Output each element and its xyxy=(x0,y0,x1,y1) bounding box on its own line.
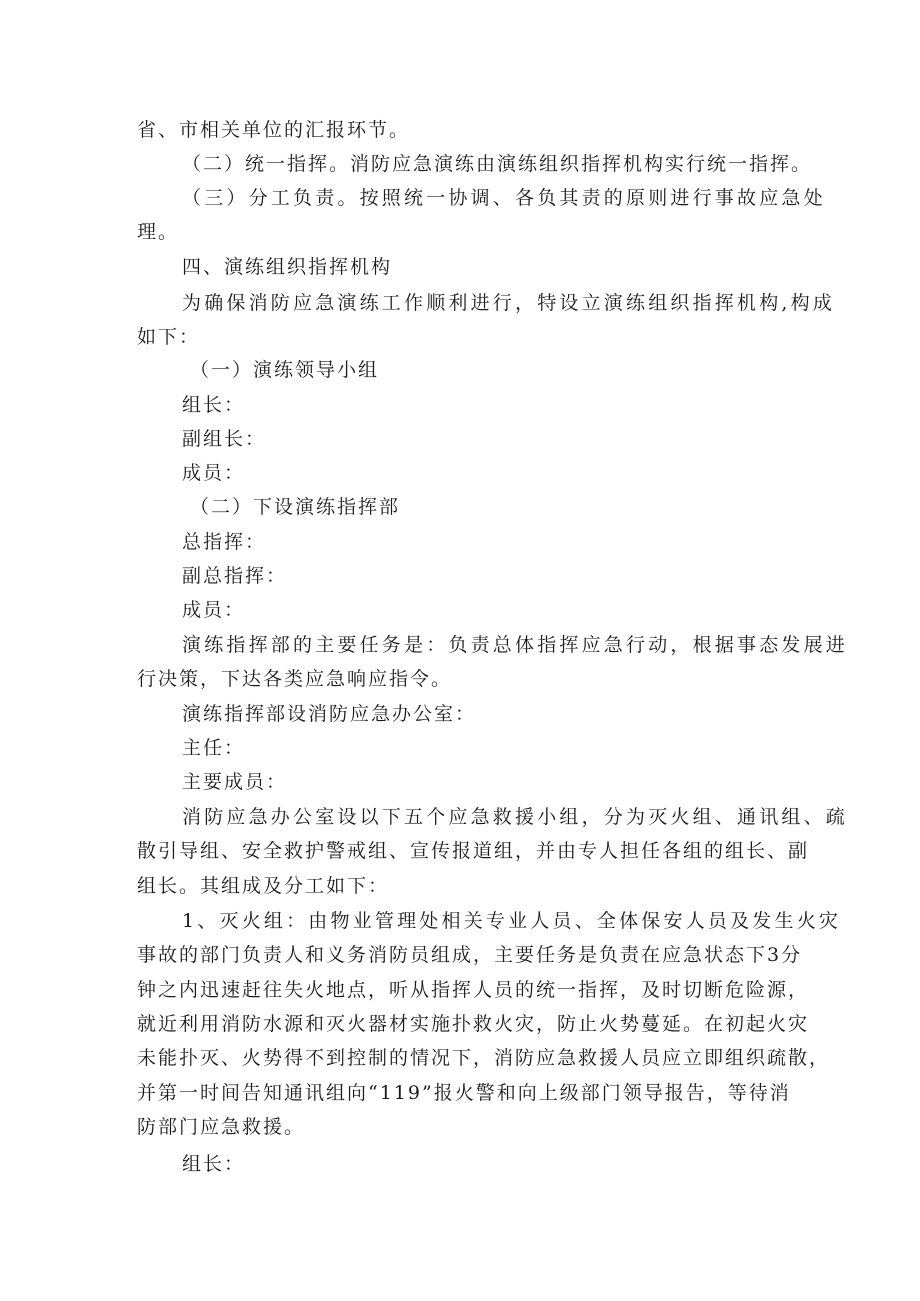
text-line: 钟之内迅速赶往失火地点，听从指挥人员的统一指挥，及时切断危险源， xyxy=(137,979,810,1001)
text-line: 演练指挥部的主要任务是：负责总体指挥应急行动，根据事态发展进 xyxy=(182,634,849,656)
section-heading: 四、演练组织指挥机构 xyxy=(182,256,393,278)
text-line: （二）统一指挥。消防应急演练由演练组织指挥机构实行统一指挥。 xyxy=(182,153,813,175)
text-line: 主任： xyxy=(182,737,246,759)
text-line: 散引导组、安全救护警戒组、宣传报道组，并由专人担任各组的组长、副 xyxy=(137,840,810,862)
subsection-heading: （二）下设演练指挥部 xyxy=(190,496,401,518)
text-line: 演练指挥部设消防应急办公室： xyxy=(182,703,477,725)
text-line: 组长： xyxy=(182,394,246,416)
text-line: 防部门应急救援。 xyxy=(137,1116,306,1138)
text-line: 1、灭火组：由物业管理处相关专业人员、全体保安人员及发生火灾 xyxy=(182,910,842,932)
text-line: 事故的部门负责人和义务消防员组成，主要任务是负责在应急状态下3分 xyxy=(137,944,803,966)
text-line: 组长： xyxy=(182,1153,246,1175)
text-line: 消防应急办公室设以下五个应急救援小组，分为灭火组、通讯组、疏 xyxy=(182,806,849,828)
text-line: 并第一时间告知通讯组向“119”报火警和向上级部门领导报告，等待消 xyxy=(137,1082,791,1104)
text-line: 就近利用消防水源和灭火器材实施扑救火灾，防止火势蔓延。在初起火灾 xyxy=(137,1013,810,1035)
text-line: 成员： xyxy=(182,599,246,621)
text-line: 副总指挥： xyxy=(182,565,288,587)
text-line: 如下： xyxy=(137,326,201,348)
text-line: 主要成员： xyxy=(182,771,288,793)
text-line: 省、市相关单位的汇报环节。 xyxy=(137,119,411,141)
text-line: 行决策，下达各类应急响应指令。 xyxy=(137,668,453,690)
text-line: 为确保消防应急演练工作顺利进行，特设立演练组织指挥机构,构成 xyxy=(182,292,836,314)
text-line: 组长。其组成及分工如下： xyxy=(137,875,390,897)
text-line: （三）分工负责。按照统一协调、各负其责的原则进行事故应急处 xyxy=(182,187,826,209)
text-line: 理。 xyxy=(137,221,180,243)
text-line: 总指挥： xyxy=(182,531,267,553)
text-line: 成员： xyxy=(182,462,246,484)
subsection-heading: （一）演练领导小组 xyxy=(190,359,380,381)
text-line: 未能扑灭、火势得不到控制的情况下，消防应急救援人员应立即组织疏散， xyxy=(137,1047,831,1069)
text-line: 副组长： xyxy=(182,428,267,450)
